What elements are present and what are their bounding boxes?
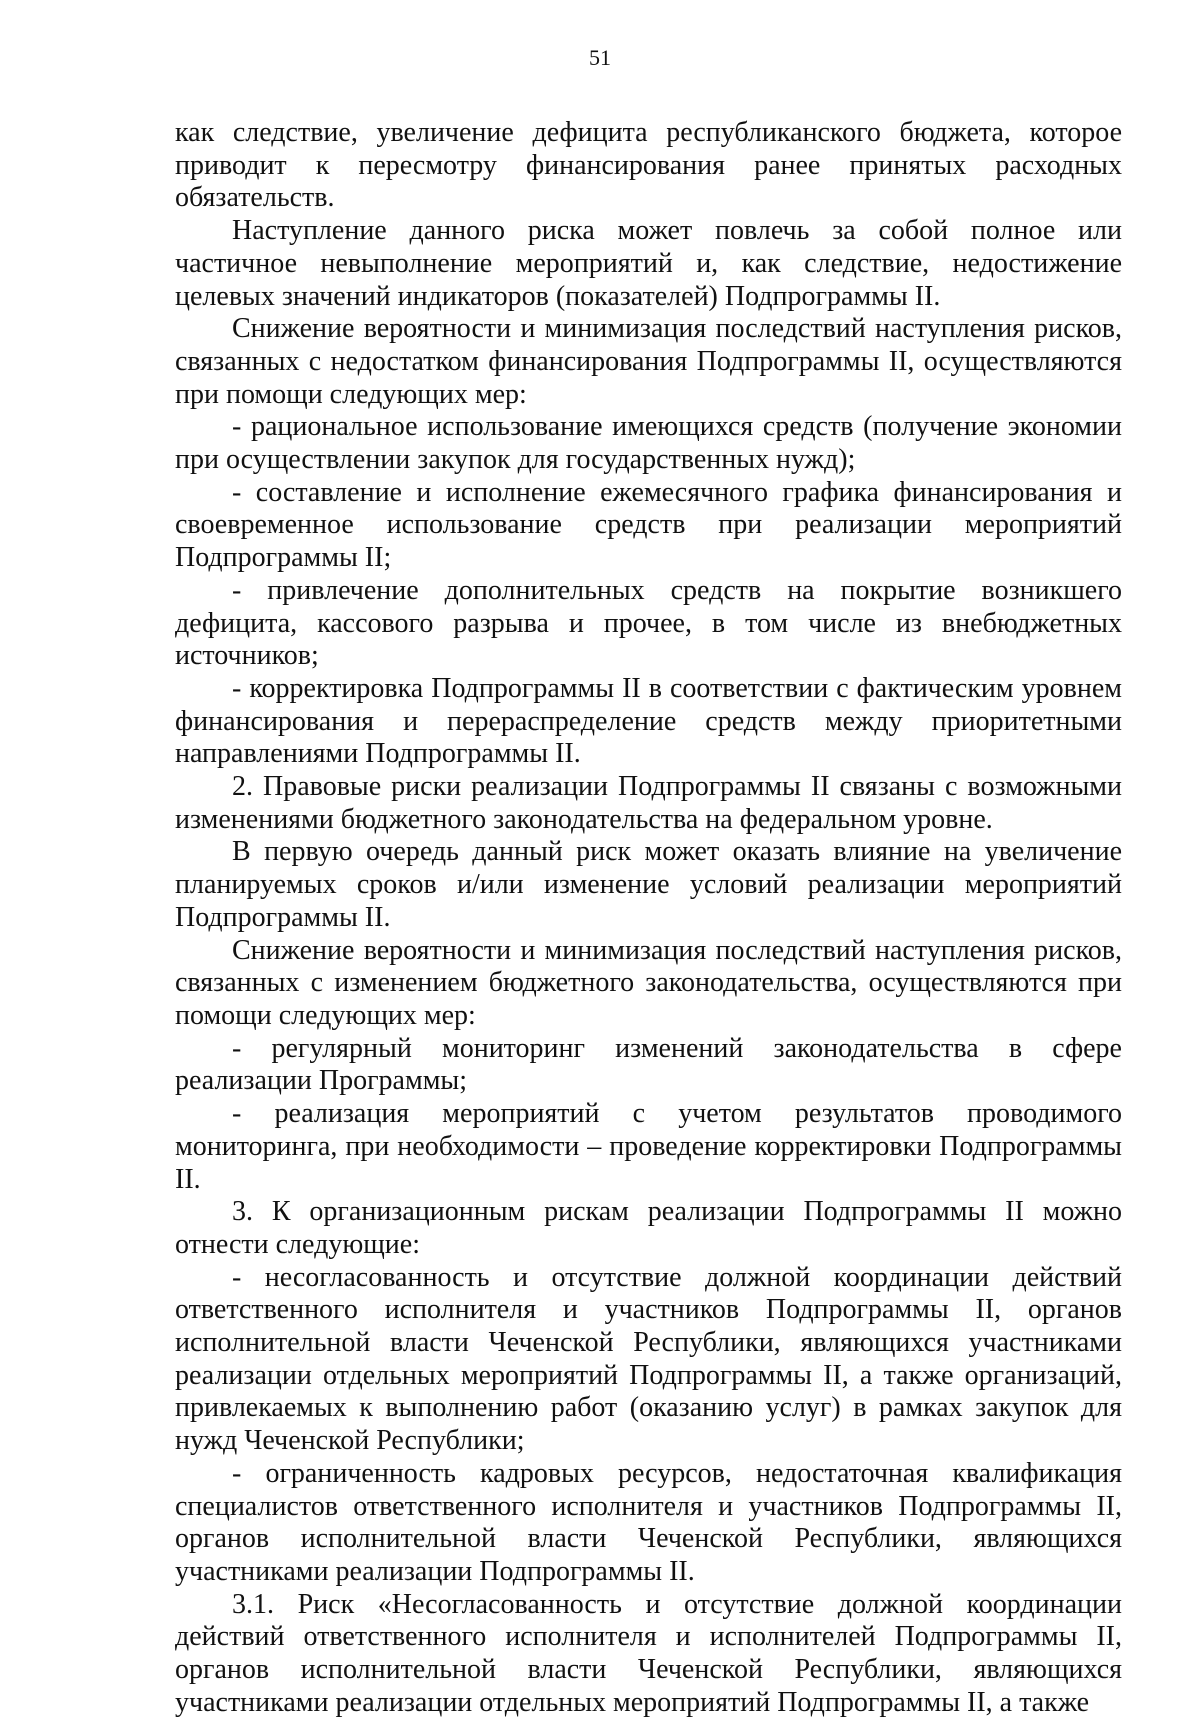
paragraph-risk-3-1: 3.1. Риск «Несогласованность и отсутствие должной координации действий ответственного исполнителя и исполнителей Подпрограммы II, органов исполнительной власти Чеченской Республики, являющихся участниками реализации отдельных мероприятий Подпрограммы II, а также bbox=[175, 1588, 1122, 1718]
list-item-additional-funds: - привлечение дополнительных средств на покрытие возникшего дефицита, кассового разрыва и прочее, в том числе из внебюджетных источников; bbox=[175, 574, 1122, 672]
document-body bbox=[175, 117, 1122, 1719]
paragraph-continuation: как следствие, увеличение дефицита республиканского бюджета, которое приводит к пересмотру финансирования ранее принятых расходных обязательств. bbox=[175, 117, 1122, 214]
paragraph-organizational-risks: 3. К организационным рискам реализации Подпрограммы II можно отнести следующие: bbox=[175, 1196, 1122, 1260]
list-item-rational-use: - рациональное использование имеющихся средств (получение экономии при осуществлении закупок для государственных нужд); bbox=[175, 411, 1122, 476]
paragraph-legal-risk-impact: В первую очередь данный риск может оказать влияние на увеличение планируемых сроков и/или изменение условий реализации мероприятий Подпрограммы II. bbox=[175, 836, 1122, 933]
paragraph-risk-consequence: Наступление данного риска может повлечь за собой полное или частичное невыполнение мероприятий и, как следствие, недостижение целевых значений индикаторов (показателей) Подпрограммы II. bbox=[175, 215, 1122, 312]
page-number: 51 bbox=[589, 45, 611, 70]
list-item-coordination: - несогласованность и отсутствие должной координации действий ответственного исполнителя и участников Подпрограммы II, органов исполнительной власти Чеченской Республики, являющихся участниками реализации отдельных мероприятий Подпрограммы II, а также организаций, привлекаемых к выполнению работ (оказанию услуг) в рамках закупок для нужд Чеченской Республики; bbox=[175, 1261, 1122, 1457]
list-item-program-adjustment: - корректировка Подпрограммы II в соответствии с фактическим уровнем финансирования и перераспределение средств между приоритетными направлениями Подпрограммы II. bbox=[175, 672, 1122, 770]
list-item-monitoring-results: - реализация мероприятий с учетом результатов проводимого мониторинга, при необходимости – проведение корректировки Подпрограммы II. bbox=[175, 1098, 1122, 1195]
paragraph-financial-measures-intro: Снижение вероятности и минимизация последствий наступления рисков, связанных с недостатком финансирования Подпрограммы II, осуществляются при помощи следующих мер: bbox=[175, 313, 1122, 410]
list-item-regular-monitoring: - регулярный мониторинг изменений законодательства в сфере реализации Программы; bbox=[175, 1032, 1122, 1097]
paragraph-legal-measures-intro: Снижение вероятности и минимизация последствий наступления рисков, связанных с изменением бюджетного законодательства, осуществляются при помощи следующих мер: bbox=[175, 934, 1122, 1031]
list-item-staff-resources: - ограниченность кадровых ресурсов, недостаточная квалификация специалистов ответственного исполнителя и участников Подпрограммы II, органов исполнительной власти Чеченской Республики, являющихся участниками реализации Подпрограммы II. bbox=[175, 1457, 1122, 1587]
list-item-monthly-schedule: - составление и исполнение ежемесячного графика финансирования и своевременное использование средств при реализации мероприятий Подпрограммы II; bbox=[175, 476, 1122, 574]
paragraph-legal-risks: 2. Правовые риски реализации Подпрограммы II связаны с возможными изменениями бюджетного законодательства на федеральном уровне. bbox=[175, 771, 1122, 835]
